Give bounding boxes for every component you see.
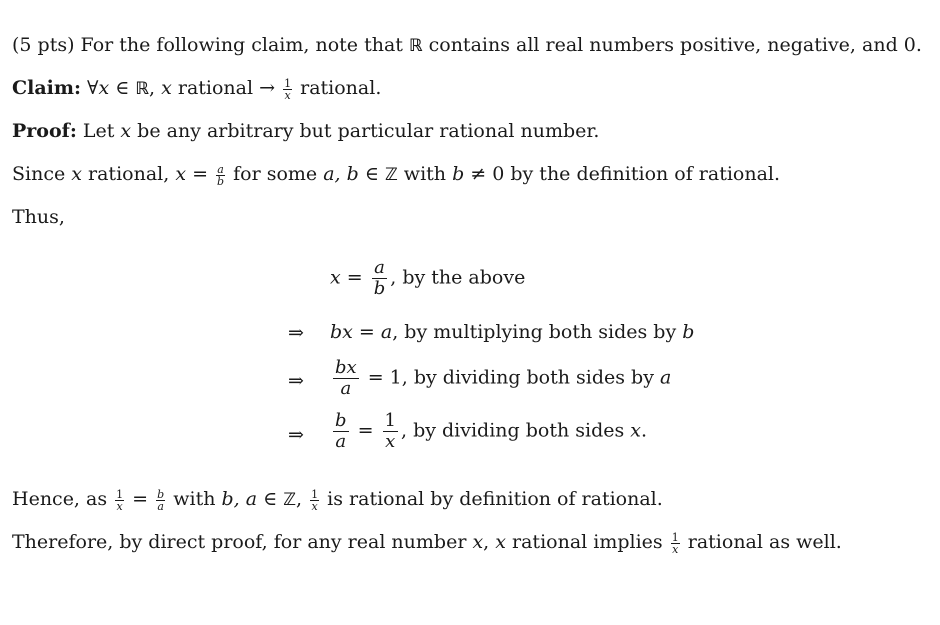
fraction-b-over-a: [333, 411, 349, 452]
reals-symbol: ℝ: [408, 36, 423, 56]
numerator: 1: [116, 487, 124, 501]
denominator: a: [157, 499, 164, 513]
var-b: b: [452, 163, 465, 185]
denominator: b: [373, 278, 386, 299]
var-x: x: [120, 120, 132, 142]
therefore-text-end: rational as well.: [681, 531, 842, 553]
equals-one: = 1: [361, 366, 402, 389]
comma: ,: [296, 488, 309, 510]
implies-arrow: ⇒: [288, 370, 304, 392]
in-symbol: ∈: [358, 163, 385, 185]
therefore-text: Therefore, by direct proof, for any real number: [12, 531, 473, 553]
denominator: x: [385, 431, 396, 452]
fraction-one-over-x: [310, 489, 319, 512]
numerator: b: [335, 410, 347, 431]
numerator: 1: [284, 76, 292, 90]
claim-text-end: rational.: [294, 77, 382, 99]
equals: =: [351, 419, 380, 442]
integers-symbol: ℤ: [384, 165, 398, 185]
proof-text-end: be any arbitrary but particular rational number.: [131, 120, 600, 142]
var-ba: b, a: [221, 488, 258, 510]
period: .: [640, 419, 648, 442]
points: (5 pts): [12, 34, 75, 56]
forall-symbol: ∀: [87, 77, 99, 99]
since-text-end: by the definition of rational.: [504, 163, 781, 185]
numerator: 1: [384, 410, 396, 431]
since-text: for some: [227, 163, 324, 185]
step-note: , by dividing both sides by: [401, 366, 660, 389]
intro-line: [12, 33, 922, 58]
in-symbol: ∈: [257, 488, 284, 510]
intro-text-end: contains all real numbers positive, negative, and 0.: [422, 34, 922, 56]
comma: ,: [483, 531, 496, 553]
step-4: [330, 411, 647, 452]
proof-line: [12, 119, 599, 143]
since-text: with: [397, 163, 453, 185]
fraction-a-over-b: [372, 258, 388, 299]
denominator: x: [284, 88, 291, 102]
not-equal-zero: ≠ 0: [464, 163, 505, 185]
therefore-text: rational implies: [505, 531, 669, 553]
numerator: bx: [335, 357, 357, 378]
var-x: x: [495, 531, 506, 553]
var-x: x: [330, 266, 341, 289]
numerator: b: [157, 487, 165, 501]
claim-line: [12, 76, 381, 101]
numerator: 1: [671, 530, 679, 544]
claim-text: rational →: [171, 77, 282, 99]
hence-text: with: [167, 488, 222, 510]
denominator: a: [335, 431, 347, 452]
var-x: x: [472, 531, 484, 553]
proof-label: Proof:: [12, 120, 77, 142]
denominator: b: [217, 174, 225, 188]
step-2: [330, 321, 694, 343]
hence-text: Hence, as: [12, 488, 114, 510]
denominator: x: [116, 499, 123, 513]
equals: =: [126, 488, 155, 510]
expr-bx: bx: [330, 321, 353, 343]
step-3: [330, 358, 671, 399]
step-note: , by dividing both sides: [400, 419, 631, 442]
step-note: , by the above: [390, 266, 526, 289]
fraction-one-over-x: [671, 532, 680, 555]
step-note: , by multiplying both sides by: [392, 321, 683, 343]
denominator: x: [311, 499, 318, 513]
var-x: x: [71, 163, 82, 185]
since-text: Since: [12, 163, 72, 185]
implies-arrow: ⇒: [288, 322, 304, 344]
integers-symbol: ℤ: [283, 490, 297, 510]
intro-text: For the following claim, note that: [74, 34, 409, 56]
fraction-one-over-x: [115, 489, 124, 512]
therefore-line: [12, 530, 842, 555]
denominator: x: [672, 542, 679, 556]
step-1: [330, 258, 525, 299]
numerator: a: [217, 162, 224, 176]
fraction-one-over-x: [383, 411, 398, 452]
var-a: a: [660, 366, 672, 389]
equals: =: [352, 321, 381, 343]
reals-symbol: ℝ: [135, 79, 150, 99]
claim-label: Claim:: [12, 77, 81, 99]
proof-text: Let: [76, 120, 121, 142]
hence-text-end: is rational by definition of rational.: [321, 488, 663, 510]
hence-line: [12, 487, 663, 512]
equals: =: [186, 163, 215, 185]
implies-arrow: ⇒: [288, 424, 304, 446]
var-x: x: [175, 163, 187, 185]
in-symbol: ∈: [109, 77, 136, 99]
since-line: [12, 162, 780, 187]
var-a: a: [380, 321, 393, 343]
thus-line: Thus,: [12, 206, 65, 228]
fraction-one-over-x: [283, 78, 292, 101]
since-text: rational,: [81, 163, 176, 185]
fraction-a-over-b: [216, 164, 225, 187]
var-x: x: [161, 77, 172, 99]
comma: ,: [149, 77, 162, 99]
numerator: 1: [311, 487, 319, 501]
fraction-b-over-a: [156, 489, 165, 512]
numerator: a: [372, 258, 388, 279]
denominator: a: [340, 378, 352, 399]
var-x: x: [630, 419, 641, 442]
var-b: b: [682, 321, 695, 343]
fraction-bx-over-a: [333, 358, 359, 399]
equals: =: [340, 266, 369, 289]
var-ab: a, b: [323, 163, 359, 185]
var-x: x: [98, 77, 110, 99]
